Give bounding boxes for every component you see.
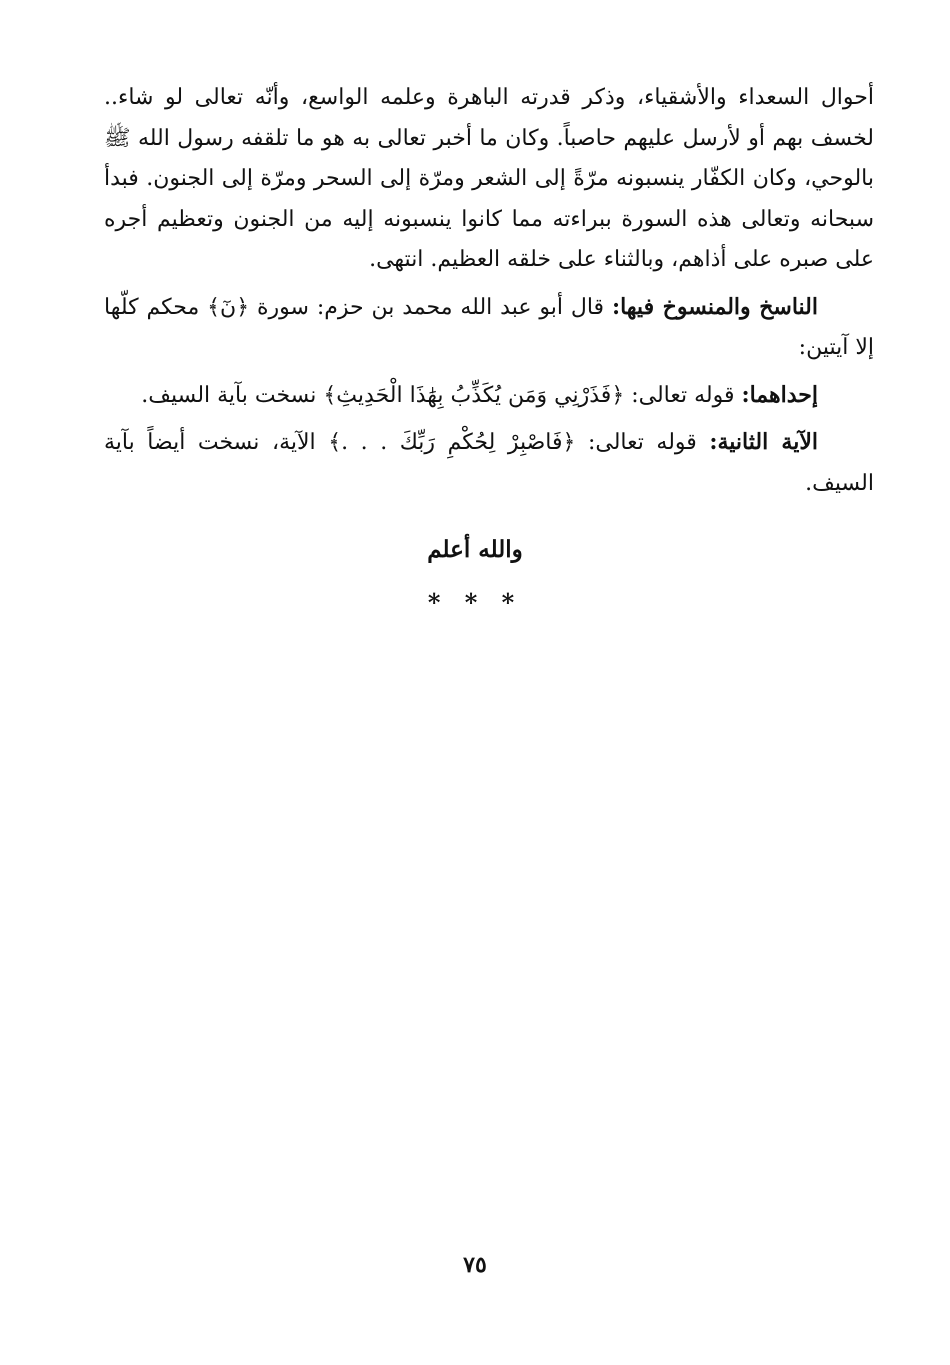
first-verse-label: إحداهما: — [741, 381, 818, 408]
nasikh-text: قال أبو عبد الله محمد بن حزم: سورة ﴿نٓ﴾ محكم كلّها إلا آيتين: — [104, 294, 874, 360]
second-verse-paragraph — [104, 422, 874, 504]
page-number: ٧٥ — [463, 1252, 487, 1278]
first-verse-text: قوله تعالى: ﴿فَذَرْنِي وَمَن يُكَذِّبُ بِهَٰذَا الْحَدِيثِ﴾ نسخت بآية السيف. — [141, 382, 735, 408]
second-verse-text: قوله تعالى: ﴿فَاصْبِرْ لِحُكْمِ رَبِّكَ . . .﴾ الآية، نسخت أيضاً بآية السيف. — [104, 430, 874, 496]
nasikh-paragraph — [104, 287, 874, 369]
closing-phrase: والله أعلم — [427, 536, 523, 563]
nasikh-label: الناسخ والمنسوخ فيها: — [611, 293, 818, 320]
second-verse-label: الآية الثانية: — [709, 429, 818, 455]
section-divider: * * * — [427, 588, 523, 617]
intro-paragraph: أحوال السعداء والأشقياء، وذكر قدرته الباهرة وعلمه الواسع، وأنّه تعالى لو شاء.. لخسف بهم أو لأرسل عليهم حاصباً. وكان ما أخبر تعالى به هو ما تلقفه رسول الله ﷺ بالوحي، وكان الكفّار ينسبونه مرّةً إلى الشعر ومرّة إلى السحر ومرّة إلى الجنون. فبدأ سبحانه وتعالى هذه السورة ببراءته مما كانوا ينسبونه إليه من الجنون وتعظيم أجره على صبره على أذاهم، وبالثناء على خلقه العظيم. انتهى. — [104, 85, 874, 272]
first-verse-paragraph — [104, 375, 874, 417]
body-text — [104, 78, 874, 510]
